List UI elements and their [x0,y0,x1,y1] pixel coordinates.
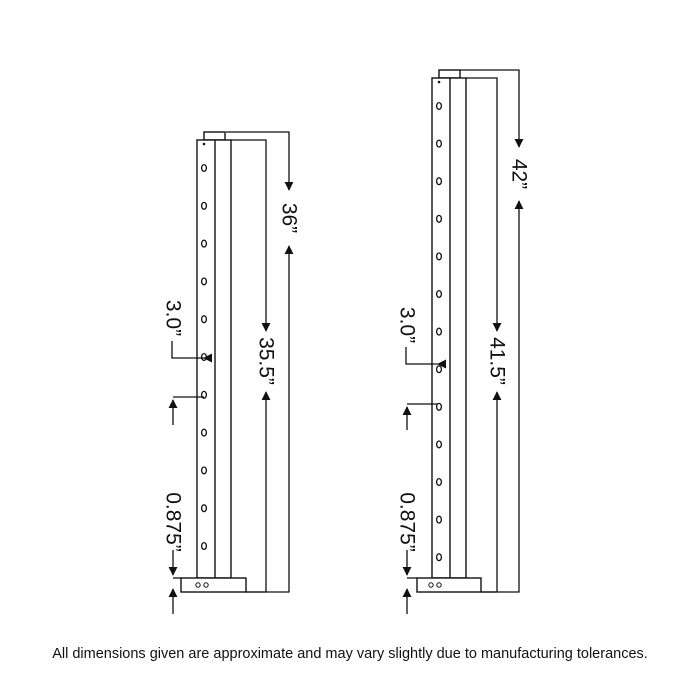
right-hole-spacing-label: 3.0” [395,306,419,344]
right-overall-height-label: 42” [507,158,531,190]
right-post-cable-hole [437,366,442,373]
right-bottom-offset-label: 0.875” [395,492,419,552]
right-post-cable-hole [437,291,442,298]
right-post-cable-hole [437,479,442,486]
left-post-cable-hole [202,165,207,172]
right-post-cable-hole [437,516,442,523]
right-post-cable-hole [437,328,442,335]
footnote: All dimensions given are approximate and may vary slightly due to manufacturing tolerances. [52,646,648,662]
left-post-cable-hole [202,543,207,550]
left-rail-height-label: 35.5” [254,337,278,385]
left-post-cable-hole [202,240,207,247]
right-post-cable-hole [437,178,442,185]
right-post-cable-hole [437,554,442,561]
right-post-cable-hole [437,140,442,147]
right-post-cable-hole [437,103,442,110]
left-post-cable-hole [202,202,207,209]
left-overall-height-label: 36” [277,202,301,234]
left-post-cable-hole [202,354,207,361]
left-post-cable-hole [202,429,207,436]
right-rail-height-label: 41.5” [485,337,509,385]
right-post-base-plate [417,578,481,592]
left-post-cable-hole [202,505,207,512]
left-hole-spacing-label: 3.0” [161,299,185,337]
left-post-cable-hole [202,467,207,474]
right-post-body [432,78,466,578]
right-post [417,70,481,592]
right-post-cable-hole [437,215,442,222]
right-post-top-pin-hole [438,81,441,84]
left-post-base-plate [181,578,246,592]
left-post-cable-hole [202,278,207,285]
left-post [181,132,246,592]
right-post-cable-hole [437,441,442,448]
left-post-top-pin-hole [203,143,206,146]
left-post-cable-hole [202,316,207,323]
left-post-cap [204,132,225,140]
left-bottom-offset-label: 0.875” [161,492,185,552]
right-post-cable-hole [437,253,442,260]
right-post-cap [439,70,460,78]
